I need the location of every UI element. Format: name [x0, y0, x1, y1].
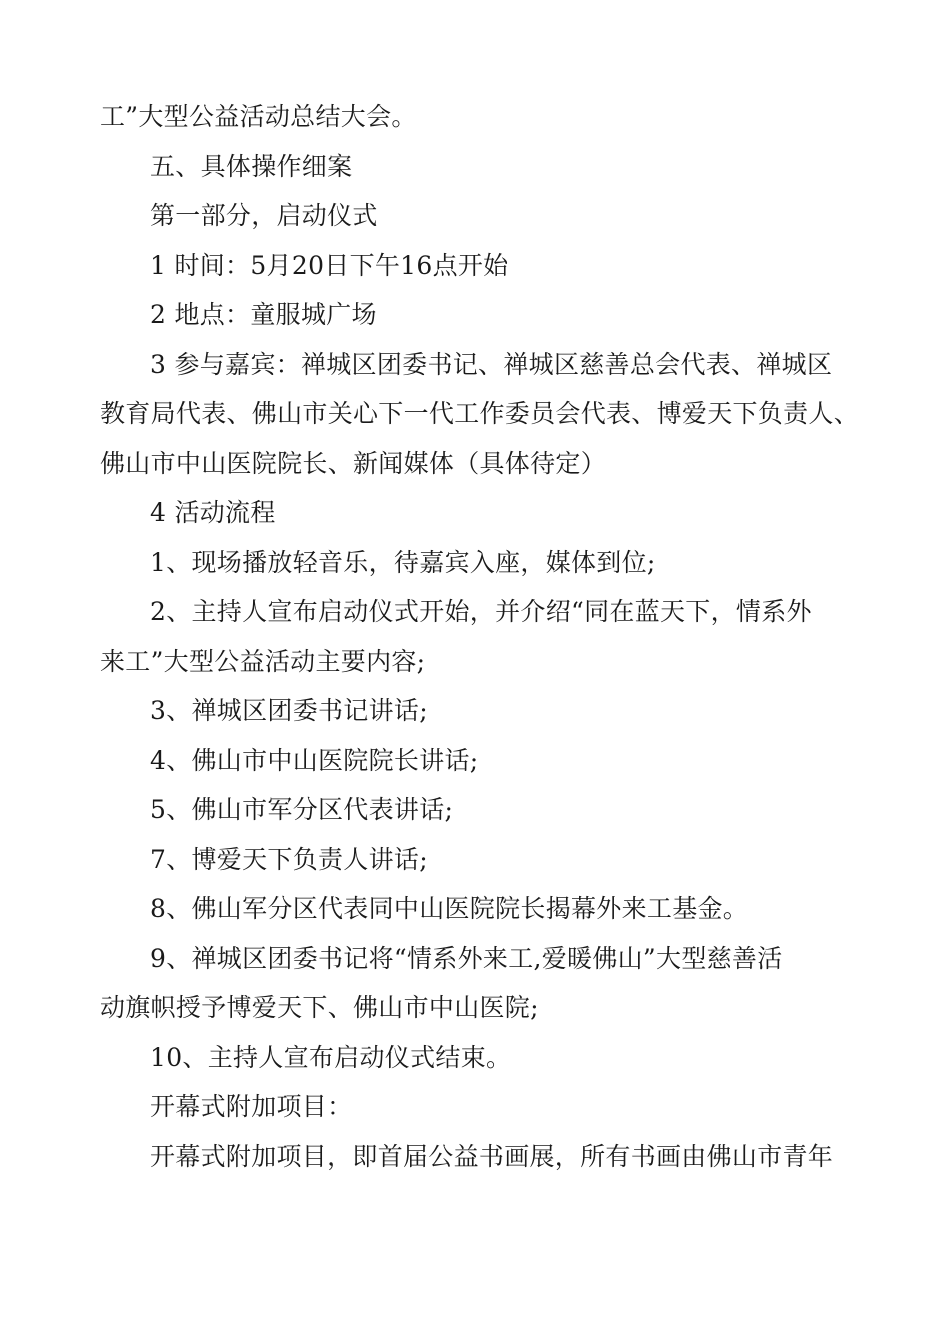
process-item: 4、佛山市中山医院院长讲话; [150, 745, 479, 775]
process-item: 7、博爱天下负责人讲话; [150, 844, 428, 874]
guests-line-cont: 佛山市中山医院院长、新闻媒体（具体待定） [100, 448, 607, 478]
extra-text: 开幕式附加项目，即首届公益书画展，所有书画由佛山市青年 [150, 1141, 834, 1171]
process-item-cont: 动旗帜授予博爱天下、佛山市中山医院; [100, 993, 539, 1022]
process-item: 5、佛山市军分区代表讲话; [150, 795, 454, 824]
process-item: 2、主持人宣布启动仪式开始，并介绍“同在蓝天下，情系外 [150, 597, 812, 626]
time-line: 1 时间：5月20日下午16点开始 [150, 250, 509, 280]
location-line: 2 地点：童服城广场 [150, 300, 377, 329]
guests-line-cont: 教育局代表、佛山市关心下一代工作委员会代表、博爱天下负责人、 [100, 399, 860, 428]
guests-line: 3 参与嘉宾：禅城区团委书记、禅城区慈善总会代表、禅城区 [150, 349, 833, 379]
process-item: 3、禅城区团委书记讲话; [150, 696, 428, 725]
process-item: 9、禅城区团委书记将“情系外来工,爱暖佛山”大型慈善活 [150, 943, 783, 973]
section-heading: 五、具体操作细案 [150, 151, 353, 181]
process-item: 10、主持人宣布启动仪式结束。 [150, 1042, 512, 1072]
document-body [100, 92, 880, 1181]
process-item-cont: 来工”大型公益活动主要内容; [100, 646, 426, 676]
process-item: 8、佛山军分区代表同中山医院院长揭幕外来工基金。 [150, 894, 749, 923]
part-heading: 第一部分，启动仪式 [150, 201, 378, 230]
extra-heading: 开幕式附加项目： [150, 1092, 353, 1121]
text-line: 工”大型公益活动总结大会。 [100, 102, 417, 131]
process-heading: 4 活动流程 [150, 498, 276, 527]
process-item: 1、现场播放轻音乐，待嘉宾入座，媒体到位; [150, 547, 656, 577]
